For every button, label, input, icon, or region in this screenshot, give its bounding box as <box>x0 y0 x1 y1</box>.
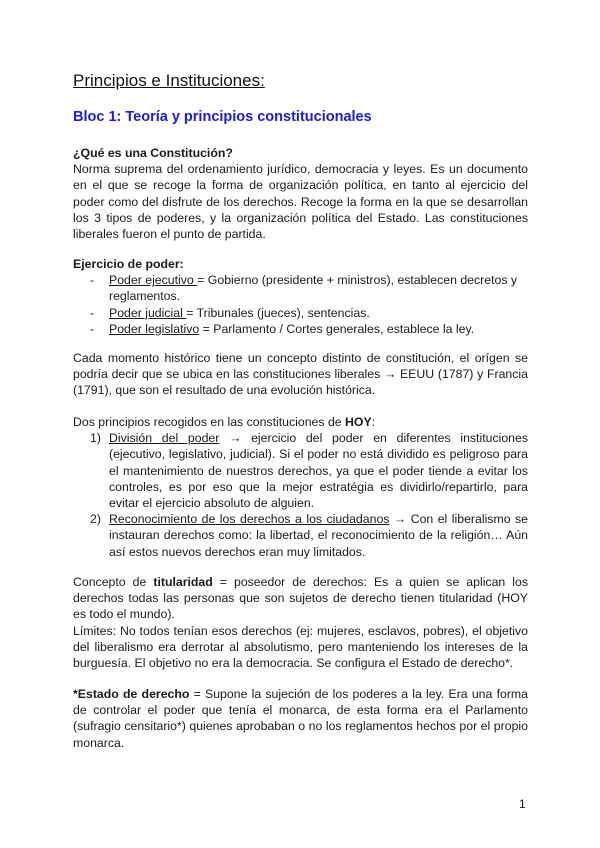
intro-colon: : <box>371 415 376 429</box>
principles-list <box>73 430 528 560</box>
power-term: Poder ejecutivo <box>109 273 198 288</box>
titularidad-bold: titularidad <box>153 575 213 589</box>
estado-bold: *Estado de derecho <box>73 687 190 701</box>
item-number: 1) <box>90 431 101 446</box>
power-desc: = Gobierno (presidente + ministros), establecen decretos y reglamentos. <box>109 273 518 304</box>
principle-desc: → ejercicio del poder en diferentes instituciones (ejecutivo, legislativo, judicial). Si el poder no está dividido es peligroso para el mantenimiento de nuestros derechos, ya que el poder tiende a evitar los controles, es por eso que la mejor estratégia es dividirlo/repartirlo, para evitar el ejercicio absoluto de alguien. <box>109 431 529 511</box>
titularidad-text <box>73 574 528 623</box>
constitution-section <box>73 145 528 242</box>
intro-text: Dos principios recogidos en las constituciones de <box>73 415 346 429</box>
titularidad-after: = poseedor de derechos: Es a quien se aplican los derechos todas las personas que son sujetos de derecho tienen titularidad (HOY es todo el mundo). <box>73 575 528 622</box>
titularidad-before: Concepto de <box>73 575 154 589</box>
bloc-heading: Bloc 1: Teoría y principios constitucionales <box>73 109 372 125</box>
powers-section <box>73 256 528 337</box>
list-item <box>73 511 528 560</box>
estado-section <box>73 686 528 751</box>
constitution-heading: ¿Qué es una Constitución? <box>73 146 233 160</box>
list-item <box>73 321 528 337</box>
principles-section <box>73 414 528 560</box>
historical-section <box>73 350 528 399</box>
power-term: Poder judicial <box>109 305 187 320</box>
principles-intro <box>73 414 528 430</box>
power-desc: = Tribunales (jueces), sentencias. <box>186 305 370 320</box>
estado-desc: = Supone la sujeción de los poderes a la ley. Era una forma de controlar el poder que tenía el monarca, de esta forma era el Parlamento (sufragio censitario*) quienes aprobaban o no los reglamentos hechos por el propio monarca. <box>73 687 528 750</box>
limits-text: Límites: No todos tenían esos derechos (ej: mujeres, esclavos, pobres), el objetivo del liberalismo era derrotar al absolutismo, pero manteniendo los intereses de la burguesía. El objetivo no era la democracia. Se configura el Estado de derecho*. <box>73 623 528 671</box>
principle-term: División del poder <box>109 431 220 446</box>
titularidad-section <box>73 574 528 671</box>
power-term: Poder legislativo <box>109 321 200 336</box>
list-item <box>73 272 528 304</box>
page-title: Principios e Instituciones: <box>73 71 265 90</box>
page-number: 1 <box>519 797 526 811</box>
intro-bold: HOY <box>345 415 372 429</box>
item-number: 2) <box>90 512 101 527</box>
list-item <box>73 305 528 321</box>
principle-desc: → Con el liberalismo se instauran derechos como: la libertad, el reconocimiento de la religión… Aún así estos nuevos derechos eran muy limitados. <box>109 512 528 559</box>
power-desc: = Parlamento / Cortes generales, establece la ley. <box>199 321 475 336</box>
powers-list <box>73 272 528 337</box>
powers-heading: Ejercicio de poder: <box>73 257 184 271</box>
estado-text <box>73 686 528 751</box>
constitution-text: Norma suprema del ordenamiento jurídico, democracia y leyes. Es un documento en el que se recoge la forma de organización política, en tanto al ejercicio del poder como del disfrute de los derechos. Recoge la forma en la que se desarrollan los 3 tipos de poderes, y la organización política del Estado. Las constituciones liberales fueron el punto de partida. <box>73 162 528 242</box>
principle-term: Reconocimiento de los derechos a los ciudadanos <box>109 512 390 527</box>
historical-text: Cada momento histórico tiene un concepto distinto de constitución, el orígen se podría decir que se ubica en las constituciones liberales → EEUU (1787) y Francia (1791), que son el resultado de una evolución histórica. <box>73 351 528 398</box>
list-item <box>73 430 528 511</box>
